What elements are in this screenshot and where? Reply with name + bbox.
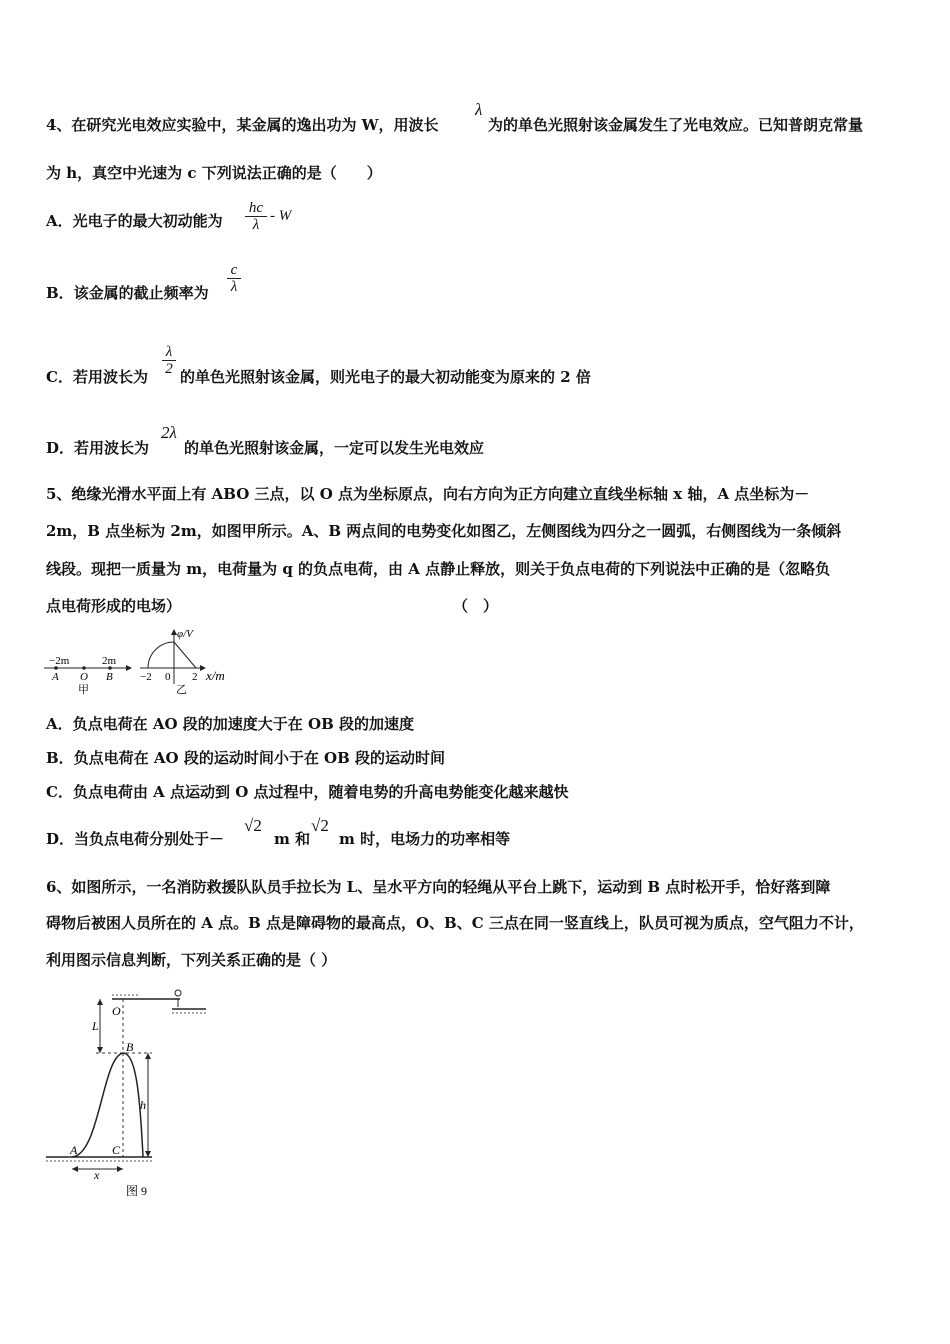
q5-option-d-end: m 时，电场力的功率相等: [339, 830, 511, 848]
q5-option-d-sqrt-first: √2: [244, 816, 262, 835]
rescuer-figure: [175, 990, 181, 996]
x-axis-label: x/m: [206, 668, 225, 683]
q6-figure: [40, 985, 220, 1200]
fraction-denominator: λ: [230, 279, 238, 295]
label-l: L: [92, 1019, 99, 1033]
q5-option-c: C．负点电荷由 A 点运动到 O 点过程中，随着电势的升高电势能变化越来越快: [46, 783, 569, 801]
label-point-a: A: [52, 671, 59, 683]
y-axis-label: φ/V: [177, 628, 193, 640]
point-o-dot: [82, 666, 86, 670]
q5-option-d-sqrt-second: √2: [311, 816, 329, 835]
q5-answer-paren: （ ）: [453, 597, 499, 615]
label-x: x: [94, 1168, 100, 1182]
q5-option-d-middle: m 和: [274, 830, 311, 848]
label-a: A: [70, 1143, 78, 1157]
label-point-b: B: [106, 671, 113, 683]
q4-option-a: A．光电子的最大初动能为: [46, 212, 223, 230]
q5-option-b: B．负点电荷在 AO 段的运动时间小于在 OB 段的运动时间: [46, 749, 446, 767]
q4-line1b: 为的单色光照射该金属发生了光电效应。已知普朗克常量: [488, 116, 864, 134]
q5-option-d-start: D．当负点电荷分别处于－: [46, 830, 225, 848]
label-point-o: O: [80, 671, 88, 683]
dimension-x-arrow-right: [117, 1166, 123, 1172]
label-2m: 2m: [102, 655, 117, 667]
obstacle-curve: [72, 1053, 143, 1157]
q4-option-c: C．若用波长为: [46, 368, 148, 386]
dimension-l-arrow-top: [97, 999, 103, 1005]
q4-option-c-tail: 的单色光照射该金属，则光电子的最大初动能变为原来的 2 倍: [180, 368, 591, 386]
dimension-h-arrow-top: [145, 1053, 151, 1059]
label-c: C: [112, 1143, 121, 1157]
q5-line1: 5、绝缘光滑水平面上有 ABO 三点，以 O 点为坐标原点，向右方向为正方向建立直线坐标轴 x 轴，A 点坐标为－: [46, 485, 810, 503]
tick-2: 2: [192, 671, 198, 683]
q4-lambda-symbol: λ: [475, 100, 483, 119]
q4-option-d-tail: 的单色光照射该金属，一定可以发生光电效应: [184, 439, 485, 457]
q4-line1a: 4、在研究光电效应实验中，某金属的逸出功为 W，用波长: [46, 116, 439, 134]
label-o: O: [112, 1004, 121, 1018]
fraction-denominator: λ: [252, 217, 260, 233]
q5-option-a: A．负点电荷在 AO 段的加速度大于在 OB 段的加速度: [46, 715, 414, 733]
fraction-numerator: hc: [248, 200, 264, 216]
potential-slope-line: [174, 642, 196, 668]
fraction-numerator: c: [230, 262, 238, 278]
dimension-l-arrow-bottom: [97, 1047, 103, 1053]
q4-option-b: B．该金属的截止频率为: [46, 284, 209, 302]
fraction-numerator: λ: [165, 344, 173, 360]
q4-option-d: D．若用波长为: [46, 439, 150, 457]
q4-option-a-tail: - W: [270, 208, 292, 224]
q4-option-a-fraction: [244, 200, 268, 233]
q5-line3: 线段。现把一质量为 m，电荷量为 q 的负点电荷，由 A 点静止释放，则关于负点电荷的下列说法中正确的是（忽略负: [46, 560, 831, 578]
q4-line2: 为 h，真空中光速为 c 下列说法正确的是（ ）: [46, 164, 382, 182]
label-minus-2m: −2m: [49, 655, 70, 667]
tick-minus-2: −2: [140, 671, 152, 683]
caption-jia: 甲: [78, 684, 89, 696]
caption-yi: 乙: [176, 684, 187, 696]
q5-line2: 2m，B 点坐标为 2m，如图甲所示。A、B 两点间的电势变化如图乙，左侧图线为四分之一圆弧，右侧图线为一条倾斜: [46, 522, 842, 540]
q4-option-c-fraction: [161, 344, 177, 377]
q6-line1: 6、如图所示，一名消防救援队队员手拉长为 L、呈水平方向的轻绳从平台上跳下，运动到 B 点时松开手，恰好落到障: [46, 878, 831, 896]
q4-option-b-fraction: [226, 262, 242, 295]
q6-line2: 碍物后被困人员所在的 A 点。B 点是障碍物的最高点，O、B、C 三点在同一竖直线上，队员可视为质点，空气阻力不计，: [46, 914, 864, 932]
fraction-denominator: 2: [165, 361, 173, 377]
figure-caption: 图 9: [126, 1184, 148, 1198]
potential-arc: [148, 642, 174, 668]
q6-line3: 利用图示信息判断，下列关系正确的是（ ）: [46, 951, 337, 969]
q5-figure-jia: [40, 650, 140, 698]
tick-0: 0: [165, 671, 171, 683]
dimension-x-arrow-left: [72, 1166, 78, 1172]
label-h: h: [140, 1098, 146, 1112]
label-b: B: [126, 1040, 134, 1054]
axis-arrow: [126, 665, 132, 671]
dimension-h-arrow-bottom: [145, 1151, 151, 1157]
q4-option-d-expr: 2λ: [161, 423, 177, 442]
q5-line4: 点电荷形成的电场）: [46, 597, 182, 615]
q5-figure-yi: [134, 624, 244, 696]
